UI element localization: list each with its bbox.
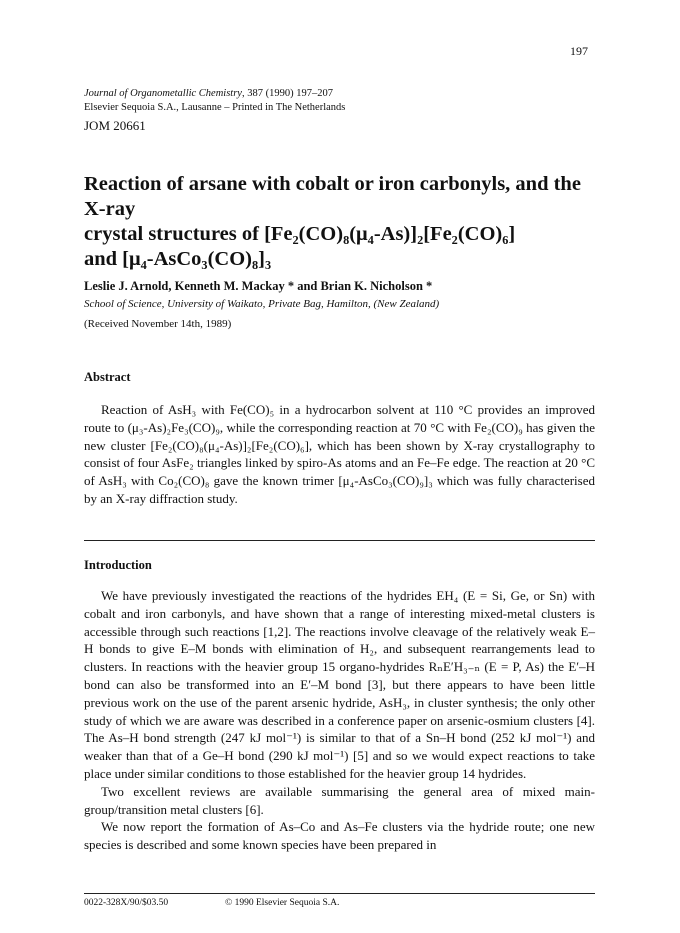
affiliation: School of Science, University of Waikato, Private Bag, Hamilton, (New Zealand): [84, 298, 440, 310]
paper-title: [84, 172, 604, 272]
intro-paragraph-2: Two excellent reviews are available summarising the general area of mixed main-group/transition metal clusters [6].: [84, 783, 595, 817]
intro-paragraph-3: We now report the formation of As–Co and As–Fe clusters via the hydride route; one new species is described and some known species have been prepared in: [84, 819, 595, 853]
title-line-1: Reaction of arsane with cobalt or iron carbonyls, and the X-ray: [84, 173, 581, 220]
journal-volume-pages: , 387 (1990) 197–207: [241, 88, 333, 99]
abstract-heading: Abstract: [84, 370, 131, 384]
introduction-body: [84, 587, 595, 854]
footer-divider: [84, 893, 595, 894]
publisher-line: Elsevier Sequoia S.A., Lausanne – Printed in The Netherlands: [84, 102, 346, 113]
page-number: 197: [570, 44, 588, 58]
abstract-paragraph: Reaction of AsH₃ with Fe(CO)₅ in a hydrocarbon solvent at 110 °C provides an improved route to (μ₃-As)₂Fe₃(CO)₉, while the corresponding reaction at 70 °C with Fe₂(CO)₉ has given the new cluster [Fe₂(CO)₈(μ₄-As)]₂[Fe₂(CO)₆], which has been shown by X-ray crystallography to consist of four AsFe₂ triangles linked by spiro-As atoms and an Fe–Fe edge. The reaction at 20 °C of AsH₃ with Co₂(CO)₈ gave the known trimer [μ₄-AsCo₃(CO)₉]₃ which was fully characterised by an X-ray diffraction study.: [84, 402, 595, 506]
received-date: (Received November 14th, 1989): [84, 318, 232, 330]
footer-copyright: © 1990 Elsevier Sequoia S.A.: [225, 898, 340, 908]
introduction-heading: Introduction: [84, 558, 152, 572]
journal-header: [84, 87, 345, 133]
jom-id: JOM 20661: [84, 118, 146, 133]
intro-paragraph-1: We have previously investigated the reactions of the hydrides EH₄ (E = Si, Ge, or Sn) with cobalt and iron carbonyls, and have shown that a range of interesting mixed-metal clusters is accessible through such reactions [1,2]. The reactions involve cleavage of the relatively weak E–H bonds to give E–M bonds with elimination of H₂, and subsequent rearrangements lead to clusters. In reactions with the heavier group 15 organo-hydrides RₙE′H₃₋ₙ (E = P, As) the E′–H bond can also be transformed into an E′–M bond [3], but there appears to have been little previous work on the use of the parent arsenic hydride, AsH₃, in cluster synthesis; the only other study of which we are aware was described in a conference paper on arsenic-osmium clusters [4]. The As–H bond strength (247 kJ mol⁻¹) is similar to that of a Sn–H bond (252 kJ mol⁻¹) and weaker than that of a Ge–H bond (290 kJ mol⁻¹) [5] and so we would expect reactions to take place under similar conditions to those established for the heavier group 14 hydrides.: [84, 588, 595, 781]
title-line-2: crystal structures of [Fe₂(CO)₈(μ₄-As)]₂[Fe₂(CO)₆]: [84, 223, 516, 245]
journal-name: Journal of Organometallic Chemistry: [84, 88, 242, 99]
abstract-body: [84, 401, 595, 508]
title-line-3: and [μ₄-AsCo₃(CO)₈]₃: [84, 248, 272, 270]
journal-citation: [84, 87, 345, 101]
authors: Leslie J. Arnold, Kenneth M. Mackay * and Brian K. Nicholson *: [84, 279, 433, 293]
footer-price-code: 0022-328X/90/$03.50: [84, 898, 169, 908]
section-divider: [84, 540, 595, 541]
